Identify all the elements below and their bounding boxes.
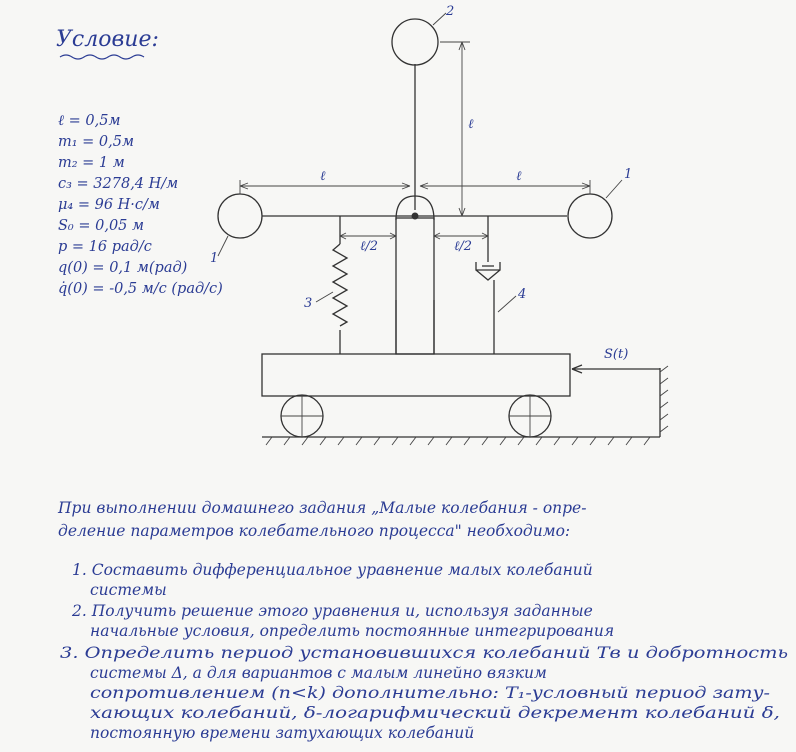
task-item-1-line-2: системы — [90, 581, 167, 599]
dim-l-left: ℓ — [320, 169, 326, 184]
given-item: c₃ = 3278,4 Н/м — [58, 176, 179, 192]
label-spring: 3 — [304, 296, 313, 311]
given-item: m₁ = 0,5м — [58, 134, 135, 150]
cart-platform — [262, 354, 570, 396]
leader-spring — [316, 292, 333, 302]
task-item-2-line-1: 2. Получить решение этого уравнения и, используя заданные — [72, 602, 593, 620]
task-item-3-line-1: 3. Определить период установившихся колебаний Тв и добротность — [60, 644, 788, 662]
task-intro-line-2: деление параметров колебательного процесса" необходимо: — [58, 522, 571, 540]
given-item: q̇(0) = -0,5 м/с (рад/с) — [58, 281, 223, 297]
given-item: S₀ = 0,05 м — [58, 218, 145, 234]
given-item: m₂ = 1 м — [58, 155, 125, 171]
label-mass-1-right: 1 — [624, 167, 633, 182]
task-item-3-line-4: хающих колебаний, δ-логарифмический декремент колебаний δ, — [90, 704, 780, 722]
mass-1-right — [568, 194, 612, 238]
label-damper: 4 — [518, 287, 527, 302]
label-mass-2: 2 — [446, 4, 455, 19]
leader-damper — [498, 296, 516, 312]
task-intro-line-1: При выполнении домашнего задания „Малые колебания - опре- — [58, 499, 587, 517]
central-column — [396, 218, 434, 354]
ground-hatch — [266, 437, 650, 445]
force-label: S(t) — [604, 347, 629, 362]
dim-l2-right: ℓ/2 — [454, 239, 473, 254]
title-underline — [60, 55, 144, 59]
task-block — [57, 499, 788, 742]
leader-mass-1-left — [218, 236, 228, 256]
dim-l-vertical: ℓ — [468, 117, 474, 132]
task-item-2-line-2: начальные условия, определить постоянные интегрирования — [90, 622, 615, 640]
dim-l-right: ℓ — [516, 169, 522, 184]
given-item: ℓ = 0,5м — [58, 113, 121, 129]
leader-mass-1-right — [606, 180, 622, 198]
page-title: Условие: — [56, 27, 159, 52]
task-item-3-line-3: сопротивлением (n<k) дополнительно: Т₁-условный период зату- — [90, 684, 770, 702]
given-list — [58, 113, 223, 297]
task-item-3-line-5: постоянную времени затухающих колебаний — [90, 724, 475, 742]
mass-2 — [392, 19, 438, 65]
given-item: p = 16 рад/с — [58, 239, 152, 255]
wheel-right — [509, 395, 551, 437]
given-item: μ₄ = 96 Н·с/м — [58, 197, 160, 213]
dim-l2-left: ℓ/2 — [360, 239, 379, 254]
spring-3 — [333, 244, 347, 326]
task-item-1-line-1: 1. Составить дифференциальное уравнение малых колебаний — [72, 561, 593, 579]
task-item-3-line-2: системы Δ, а для вариантов с малым линейно вязким — [90, 664, 547, 682]
wheel-left — [281, 395, 323, 437]
mechanism-diagram — [210, 4, 668, 445]
label-mass-1-left: 1 — [210, 251, 219, 266]
damper-cup — [476, 262, 500, 280]
leader-mass-2 — [433, 13, 446, 25]
given-item: q(0) = 0,1 м(рад) — [58, 260, 188, 276]
mass-1-left — [218, 194, 262, 238]
wall-hatch — [660, 366, 668, 432]
